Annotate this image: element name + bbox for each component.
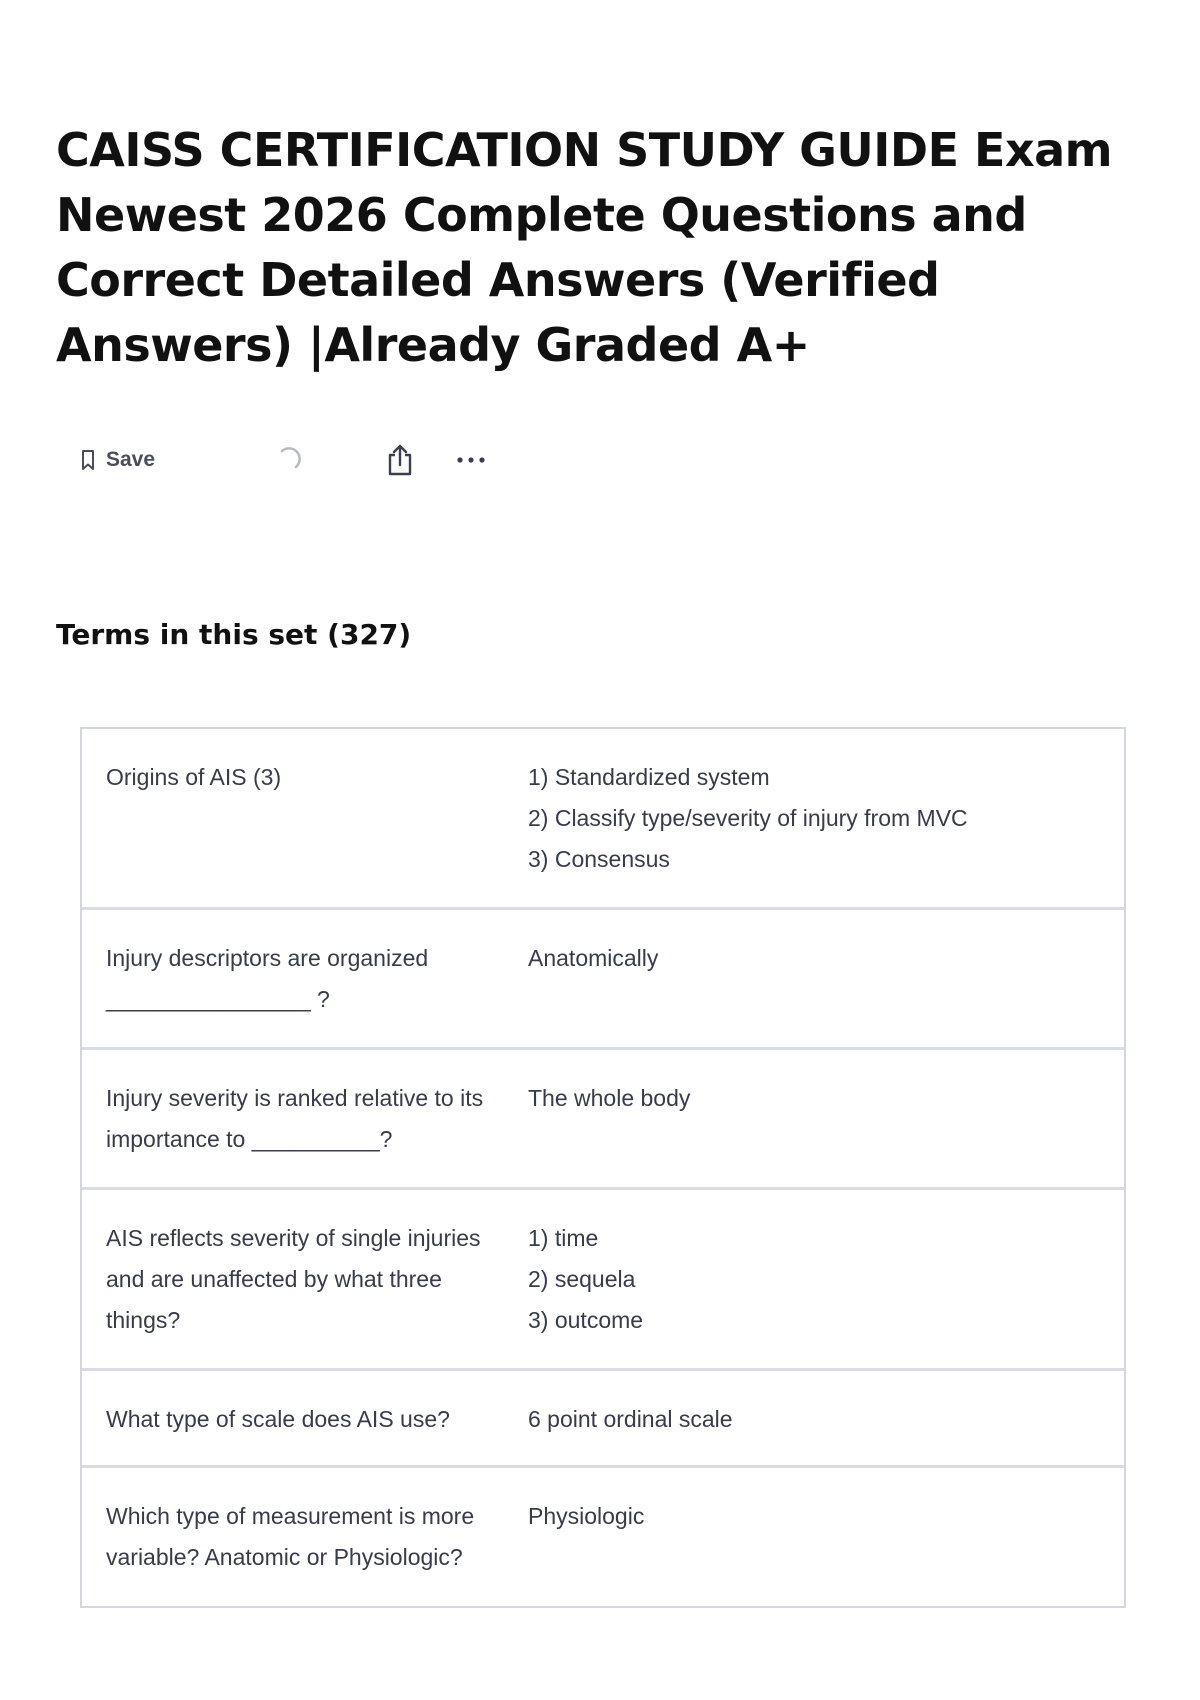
definition-line: The whole body <box>528 1085 691 1111</box>
term-text: Which type of measurement is more variable? Anatomic or Physiologic? <box>106 1503 475 1570</box>
definition-line: 2) Classify type/severity of injury from MVC <box>528 805 968 831</box>
definition-line: 3) Consensus <box>528 846 670 872</box>
definition-text <box>528 910 1124 1047</box>
loading-spinner-icon <box>276 447 302 473</box>
term-row[interactable] <box>82 910 1124 1050</box>
definition-line: 1) Standardized system <box>528 764 770 790</box>
save-label: Save <box>106 448 156 471</box>
definition-line: Physiologic <box>528 1503 645 1529</box>
definition-text <box>528 1050 1124 1187</box>
definition-text <box>528 1190 1124 1368</box>
term-row[interactable] <box>82 729 1124 910</box>
share-icon <box>386 443 414 477</box>
definition-text <box>528 1371 1124 1465</box>
definition-line: Anatomically <box>528 945 659 971</box>
bookmark-icon <box>80 449 96 471</box>
term-row[interactable] <box>82 1371 1124 1468</box>
term-row[interactable] <box>82 1468 1124 1606</box>
more-options-button[interactable] <box>456 440 486 480</box>
term-row[interactable] <box>82 1050 1124 1190</box>
definition-text <box>528 1468 1124 1606</box>
term-row[interactable] <box>82 1190 1124 1371</box>
definition-line: 1) time <box>528 1225 599 1251</box>
loading-spinner <box>276 440 302 480</box>
term-text: Origins of AIS (3) <box>106 764 282 790</box>
definition-text <box>528 729 1124 907</box>
definition-line: 2) sequela <box>528 1266 636 1292</box>
term-text: What type of scale does AIS use? <box>106 1406 450 1432</box>
term-text: Injury descriptors are organized ________________ ? <box>106 945 429 1012</box>
terms-heading: Terms in this set (327) <box>56 618 412 651</box>
share-button[interactable] <box>386 440 414 480</box>
save-button[interactable] <box>80 440 155 480</box>
definition-line: 3) outcome <box>528 1307 644 1333</box>
terms-table <box>80 727 1126 1608</box>
page-title: CAISS CERTIFICATION STUDY GUIDE Exam Newest 2026 Complete Questions and Correct Detailed Answers (Verified Answers) |Already Graded A+ <box>56 123 1113 372</box>
term-text: Injury severity is ranked relative to its importance to __________? <box>106 1085 484 1152</box>
toolbar <box>80 440 530 480</box>
term-text: AIS reflects severity of single injuries and are unaffected by what three things? <box>106 1225 481 1333</box>
more-options-icon <box>456 455 486 465</box>
definition-line: 6 point ordinal scale <box>528 1406 733 1432</box>
